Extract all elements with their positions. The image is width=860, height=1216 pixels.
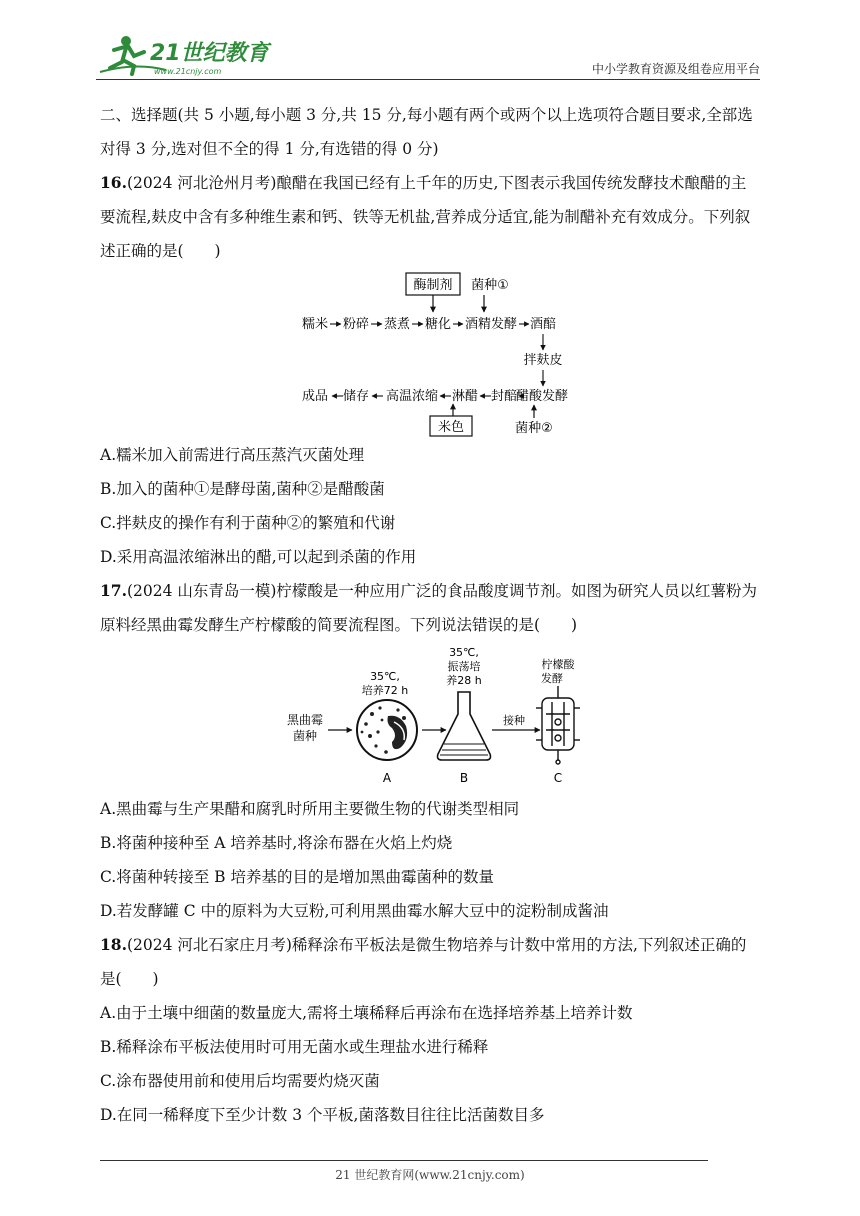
q16-diagram-container [100,268,760,438]
vinegar-flowchart [100,268,760,438]
source-label-2: 菌种 [292,729,318,743]
q17-option-b: B.将菌种接种至 A 培养基时,将涂布器在火焰上灼烧 [100,834,453,852]
b-condition-2: 振荡培 [447,660,481,673]
q17-option-d: D.若发酵罐 C 中的原料为大豆粉,可利用黑曲霉水解大豆中的淀粉制成酱油 [100,902,609,920]
enzyme-label: 酶制剂 [413,278,453,293]
figure-label-b: B [459,771,469,785]
q16-option-c: C.拌麸皮的操作有利于菌种②的繁殖和代谢 [100,514,396,532]
page-footer: 21 世纪教育网(www.21cnjy.com) [335,1168,525,1182]
flow-step: 成品 [301,389,329,404]
strain2-label: 菌种② [515,421,553,436]
a-condition-2: 培养72 h [361,684,409,697]
question-18-number: 18. [100,935,127,954]
flow-step: 蒸煮 [383,317,411,332]
question-17-text: (2024 山东青岛一模)柠檬酸是一种应用广泛的食品酸度调节剂。如图为研究人员以红薯粉为原料经黑曲霉发酵生产柠檬酸的简要流程图。下列说法错误的是( ) [100,582,757,634]
question-16-number: 16. [100,173,127,192]
q17-diagram-container [100,644,760,792]
question-17-number: 17. [100,581,127,600]
inoculate-label: 接种 [503,714,525,727]
question-section [100,98,760,1132]
flow-step: 醋酸发酵 [515,389,569,404]
question-17-stem [100,574,760,642]
q18-option-a: A.由于土壤中细菌的数量庞大,需将土壤稀释后再涂布在选择培养基上培养计数 [100,1004,633,1022]
b-condition-1: 35℃, [449,646,479,659]
flow-step: 储存 [342,389,370,404]
question-16-stem [100,166,760,268]
c-label-1: 柠檬酸 [541,658,575,671]
site-logo [96,32,276,78]
question-18-text: (2024 河北石家庄月考)稀释涂布平板法是微生物培养与计数中常用的方法,下列叙述正确的是( ) [100,936,747,988]
flow-step: 糖化 [424,317,452,332]
q18-option-b: B.稀释涂布平板法使用时可用无菌水或生理盐水进行稀释 [100,1038,489,1056]
citric-acid-flowchart [100,644,760,792]
flow-step: 高温浓缩 [385,389,439,404]
figure-label-a: A [382,771,392,785]
logo-text: 21世纪教育 [150,41,269,66]
flow-step: 封醅 [490,389,518,404]
fermenter-icon [536,686,580,764]
petri-dish-icon [357,700,417,760]
question-18-stem [100,928,760,996]
footer-divider [100,1160,708,1161]
source-label-1: 黑曲霉 [286,713,324,727]
q16-option-a: A.糯米加入前需进行高压蒸汽灭菌处理 [100,446,365,464]
flow-step: 酒醅 [529,317,557,332]
section-intro: 二、选择题(共 5 小题,每小题 3 分,共 15 分,每小题有两个或两个以上选项符合题目要求,全部选对得 3 分,选对但不全的得 1 分,有选错的得 0 分) [100,106,753,158]
strain1-label: 菌种① [471,278,509,293]
a-condition-1: 35℃, [370,670,400,683]
header-divider [96,79,760,80]
page-header [96,30,760,82]
platform-name: 中小学教育资源及组卷应用平台 [591,62,760,76]
q18-option-d: D.在同一稀释度下至少计数 3 个平板,菌落数目往往比活菌数目多 [100,1106,545,1124]
rice-color-label: 米色 [437,420,465,435]
q18-option-c: C.涂布器使用前和使用后均需要灼烧灭菌 [100,1072,380,1090]
b-condition-3: 养28 h [446,674,482,687]
flow-step-bran: 拌麸皮 [523,353,563,368]
figure-label-c: C [553,771,563,785]
logo-url: www.21cnjy.com [154,67,222,76]
flow-step: 淋醋 [451,389,479,404]
flow-step: 糯米 [301,317,329,332]
q16-option-d: D.采用高温浓缩淋出的醋,可以起到杀菌的作用 [100,548,417,566]
question-16-text: (2024 河北沧州月考)酿醋在我国已经有上千年的历史,下图表示我国传统发酵技术酿醋的主要流程,麸皮中含有多种维生素和钙、铁等无机盐,营养成分适宜,能为制醋补充有效成分。下列叙述正确的是( ) [100,174,751,260]
flow-step: 酒精发酵 [464,317,518,332]
q17-option-c: C.将菌种转接至 B 培养基的目的是增加黑曲霉菌种的数量 [100,868,494,886]
q16-option-b: B.加入的菌种①是酵母菌,菌种②是醋酸菌 [100,480,385,498]
q17-option-a: A.黑曲霉与生产果醋和腐乳时所用主要微生物的代谢类型相同 [100,800,520,818]
flow-step: 粉碎 [342,317,370,332]
flask-icon [438,692,491,760]
c-label-2: 发酵 [541,672,563,685]
